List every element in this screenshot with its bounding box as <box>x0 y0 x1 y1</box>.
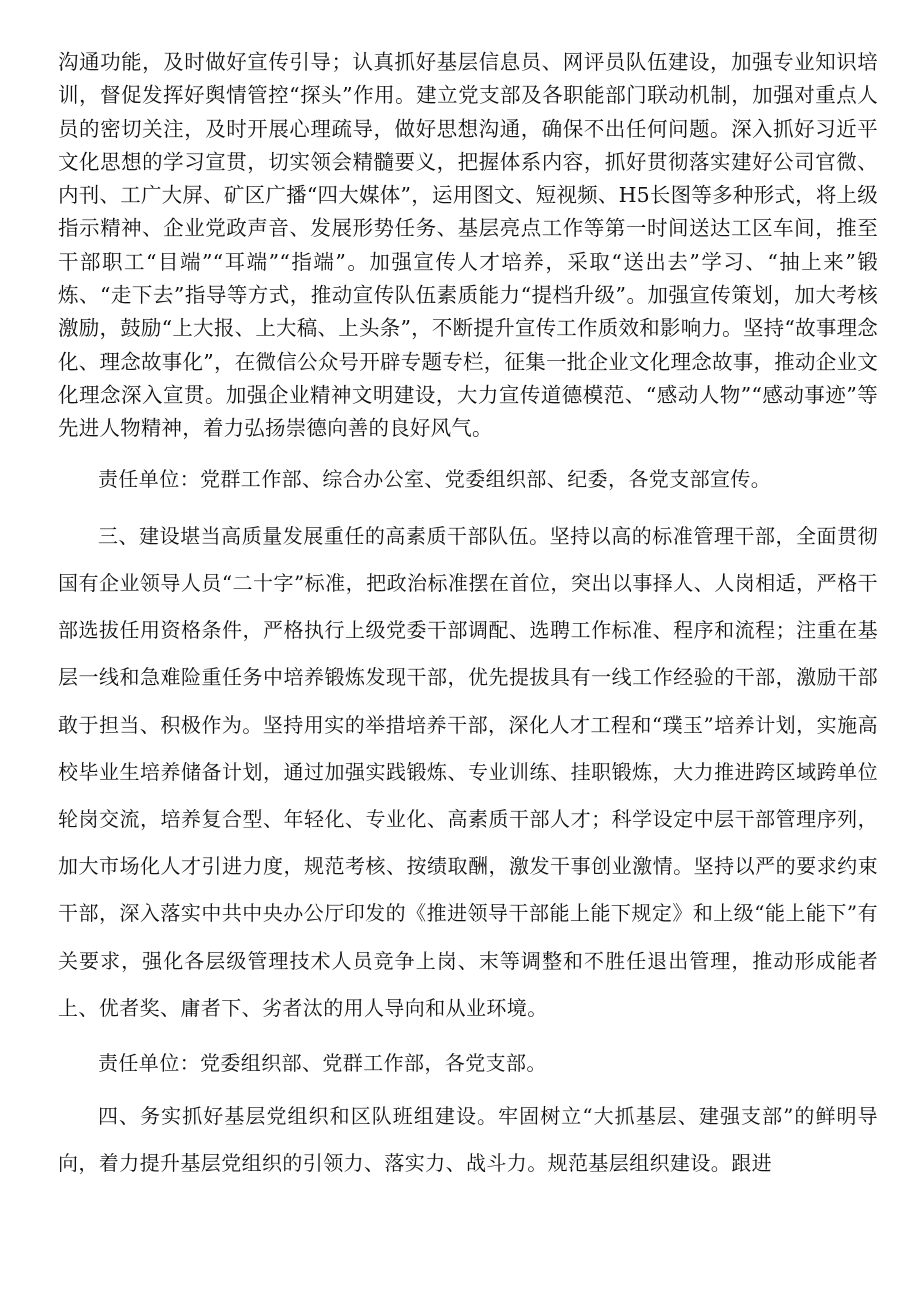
paragraph-section-three-cadre-team: 三、建设堪当高质量发展重任的高素质干部队伍。坚持以高的标准管理干部，全面贯彻国有企业领导人员“二十字”标准，把政治标准摆在首位，突出以事择人、人岗相适，严格干部选拔任用资格条件，严格执行上级党委干部调配、选聘工作标准、程序和流程；注重在基层一线和急难险重任务中培养锻炼发现干部，优先提拔具有一线工作经验的干部，激励干部敢于担当、积极作为。坚持用实的举措培养干部，深化人才工程和“璞玉”培养计划，实施高校毕业生培养储备计划，通过加强实践锻炼、专业训练、挂职锻炼，大力推进跨区域跨单位轮岗交流，培养复合型、年轻化、专业化、高素质干部人才；科学设定中层干部管理序列，加大市场化人才引进力度，规范考核、按绩取酬，激发干事创业激情。坚持以严的要求约束干部，深入落实中共中央办公厅印发的《推进领导干部能上能下规定》和上级“能上能下”有关要求，强化各层级管理技术人员竞争上岗、末等调整和不胜任退出管理，推动形成能者上、优者奖、庸者下、劣者汰的用人导向和从业环境。 <box>58 523 878 1020</box>
paragraph-responsible-units-publicity: 责任单位：党群工作部、综合办公室、党委组织部、纪委，各党支部宣传。 <box>98 466 772 491</box>
paragraph-section-four-grassroots: 四、务实抓好基层党组织和区队班组建设。牢固树立“大抓基层、建强支部”的鲜明导向，着力提升基层党组织的引领力、落实力、战斗力。规范基层组织建设。跟进 <box>58 1104 878 1176</box>
paragraph-publicity-work: 沟通功能，及时做好宣传引导；认真抓好基层信息员、网评员队伍建设，加强专业知识培训，督促发挥好舆情管控“探头”作用。建立党支部及各职能部门联动机制，加强对重点人员的密切关注，及时开展心理疏导，做好思想沟通，确保不出任何问题。深入抓好习近平文化思想的学习宣贯，切实领会精髓要义，把握体系内容，抓好贯彻落实建好公司官微、内刊、工广大屏、矿区广播“四大媒体”，运用图文、短视频、H5长图等多种形式，将上级指示精神、企业党政声音、发展形势任务、基层亮点工作等第一时间送达工区车间，推至干部职工“目端”“耳端”“指端”。加强宣传人才培养，采取“送出去”学习、“抽上来”锻炼、“走下去”指导等方式，推动宣传队伍素质能力“提档升级”。加强宣传策划，加大考核激励，鼓励“上大报、上大稿、上头条”，不断提升宣传工作质效和影响力。坚持“故事理念化、理念故事化”，在微信公众号开辟专题专栏，征集一批企业文化理念故事，推动企业文化理念深入宣贯。加强企业精神文明建设，大力宣传道德模范、“感动人物”“感动事迹”等先进人物精神，着力弘扬崇德向善的良好风气。 <box>58 50 878 441</box>
document-page <box>58 46 878 1188</box>
paragraph-responsible-units-cadre: 责任单位：党委组织部、党群工作部，各党支部。 <box>98 1051 547 1075</box>
